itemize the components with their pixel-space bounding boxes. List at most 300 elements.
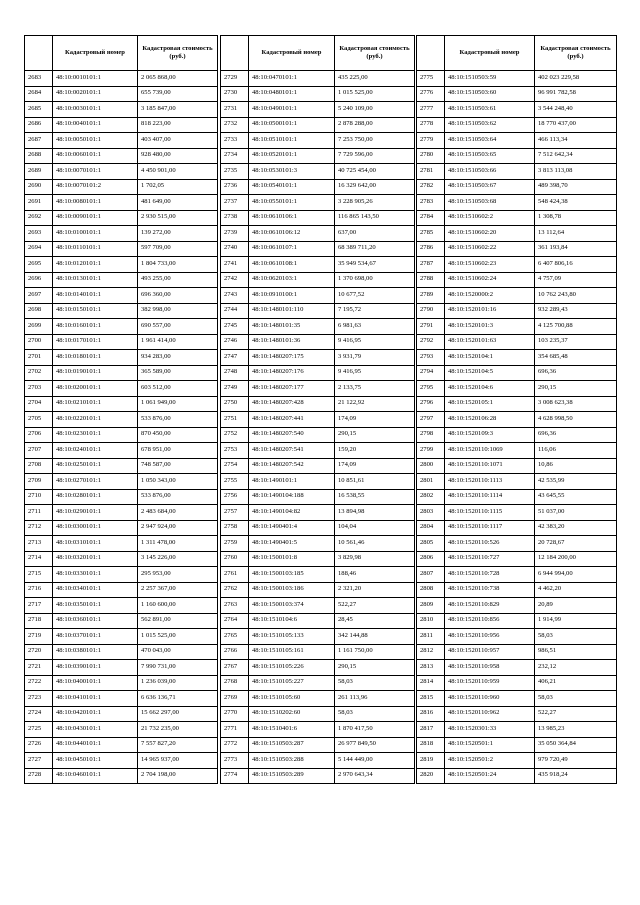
table-body	[25, 71, 218, 784]
row-number-cell: 2790	[417, 303, 445, 319]
cadastral-number-cell: 48:10:1520110:956	[445, 629, 535, 645]
cadastral-value-cell: 7 557 827,20	[138, 737, 218, 753]
cadastral-number-cell: 48:10:1520110:1117	[445, 520, 535, 536]
cadastral-value-cell: 2 947 924,00	[138, 520, 218, 536]
table-row	[221, 365, 415, 381]
row-number-cell: 2723	[25, 691, 53, 707]
table-row	[221, 536, 415, 552]
row-number-cell: 2768	[221, 675, 249, 691]
cadastral-number-cell: 48:10:0340101:1	[53, 582, 138, 598]
table-body	[221, 71, 415, 784]
row-number-cell: 2693	[25, 226, 53, 242]
cadastral-value-cell: 435 225,00	[335, 71, 415, 87]
table-row	[221, 257, 415, 273]
row-number-cell: 2792	[417, 334, 445, 350]
row-number-cell: 2785	[417, 226, 445, 242]
table-row	[417, 722, 617, 738]
cadastral-number-cell: 48:10:1520000:2	[445, 288, 535, 304]
row-number-cell: 2719	[25, 629, 53, 645]
row-number-cell: 2766	[221, 644, 249, 660]
cadastral-number-cell: 48:10:1510503:68	[445, 195, 535, 211]
table-row	[221, 613, 415, 629]
header-cadastral-value: Кадастровая стоимость (руб.)	[535, 36, 617, 71]
cadastral-table-3	[416, 35, 617, 784]
cadastral-value-cell: 10 561,46	[335, 536, 415, 552]
cadastral-number-cell: 48:10:1520110:856	[445, 613, 535, 629]
table-row	[221, 660, 415, 676]
table-row	[221, 303, 415, 319]
cadastral-number-cell: 48:10:1520110:526	[445, 536, 535, 552]
cadastral-value-cell: 58,03	[535, 629, 617, 645]
cadastral-number-cell: 48:10:1520110:728	[445, 567, 535, 583]
table-row	[25, 241, 218, 257]
table-row	[25, 520, 218, 536]
cadastral-value-cell: 470 043,00	[138, 644, 218, 660]
cadastral-number-cell: 48:10:0190101:1	[53, 365, 138, 381]
row-number-cell: 2720	[25, 644, 53, 660]
cadastral-value-cell: 1 870 417,50	[335, 722, 415, 738]
table-row	[417, 489, 617, 505]
row-number-cell: 2791	[417, 319, 445, 335]
header-number	[221, 36, 249, 71]
cadastral-number-cell: 48:10:0210101:1	[53, 396, 138, 412]
cadastral-value-cell: 3 008 623,38	[535, 396, 617, 412]
cadastral-value-cell: 5 240 109,00	[335, 102, 415, 118]
row-number-cell: 2699	[25, 319, 53, 335]
table-row	[221, 629, 415, 645]
table-row	[221, 226, 415, 242]
cadastral-number-cell: 48:10:1480101:35	[249, 319, 335, 335]
row-number-cell: 2800	[417, 458, 445, 474]
cadastral-value-cell: 18 770 437,00	[535, 117, 617, 133]
row-number-cell: 2742	[221, 272, 249, 288]
cadastral-value-cell: 1 311 478,00	[138, 536, 218, 552]
cadastral-number-cell: 48:10:0130101:1	[53, 272, 138, 288]
cadastral-number-cell: 48:10:1520105:1	[445, 396, 535, 412]
cadastral-number-cell: 48:10:1500101:8	[249, 551, 335, 567]
row-number-cell: 2804	[417, 520, 445, 536]
row-number-cell: 2797	[417, 412, 445, 428]
table-row	[25, 737, 218, 753]
table-row	[221, 117, 415, 133]
cadastral-number-cell: 48:10:0460101:1	[53, 768, 138, 784]
cadastral-value-cell: 1 160 600,00	[138, 598, 218, 614]
cadastral-value-cell: 533 876,00	[138, 489, 218, 505]
cadastral-value-cell: 9 416,95	[335, 365, 415, 381]
row-number-cell: 2736	[221, 179, 249, 195]
cadastral-value-cell: 2 321,20	[335, 582, 415, 598]
table-row	[417, 164, 617, 180]
cadastral-number-cell: 48:10:0180101:1	[53, 350, 138, 366]
cadastral-number-cell: 48:10:1510503:66	[445, 164, 535, 180]
row-number-cell: 2796	[417, 396, 445, 412]
cadastral-value-cell: 174,09	[335, 412, 415, 428]
cadastral-number-cell: 48:10:0240101:1	[53, 443, 138, 459]
table-row	[221, 644, 415, 660]
row-number-cell: 2758	[221, 520, 249, 536]
row-number-cell: 2727	[25, 753, 53, 769]
table-row	[417, 241, 617, 257]
table-row	[221, 381, 415, 397]
cadastral-number-cell: 48:10:1480101:36	[249, 334, 335, 350]
row-number-cell: 2739	[221, 226, 249, 242]
cadastral-value-cell: 139 272,00	[138, 226, 218, 242]
table-row	[25, 443, 218, 459]
cadastral-number-cell: 48:10:0170101:1	[53, 334, 138, 350]
table-row	[417, 334, 617, 350]
cadastral-value-cell: 1 702,05	[138, 179, 218, 195]
cadastral-value-cell: 1 050 343,00	[138, 474, 218, 490]
row-number-cell: 2765	[221, 629, 249, 645]
cadastral-value-cell: 6 981,63	[335, 319, 415, 335]
cadastral-value-cell: 13 112,64	[535, 226, 617, 242]
table-row	[417, 257, 617, 273]
table-row	[417, 567, 617, 583]
table-row	[417, 536, 617, 552]
row-number-cell: 2769	[221, 691, 249, 707]
cadastral-value-cell: 493 255,00	[138, 272, 218, 288]
row-number-cell: 2809	[417, 598, 445, 614]
row-number-cell: 2779	[417, 133, 445, 149]
table-row	[25, 396, 218, 412]
row-number-cell: 2685	[25, 102, 53, 118]
cadastral-number-cell: 48:10:0110101:1	[53, 241, 138, 257]
cadastral-number-cell: 48:10:0380101:1	[53, 644, 138, 660]
table-row	[25, 133, 218, 149]
cadastral-number-cell: 48:10:1520101:63	[445, 334, 535, 350]
row-number-cell: 2692	[25, 210, 53, 226]
table-row	[417, 675, 617, 691]
table-row	[221, 102, 415, 118]
cadastral-number-cell: 48:10:0150101:1	[53, 303, 138, 319]
table-row	[221, 210, 415, 226]
cadastral-number-cell: 48:10:0040101:1	[53, 117, 138, 133]
cadastral-value-cell: 35 949 534,67	[335, 257, 415, 273]
table-row	[417, 272, 617, 288]
table-row	[25, 226, 218, 242]
cadastral-number-cell: 48:10:1510105:133	[249, 629, 335, 645]
cadastral-number-cell: 48:10:1510503:61	[445, 102, 535, 118]
cadastral-value-cell: 4 125 700,88	[535, 319, 617, 335]
cadastral-number-cell: 48:10:0610108:1	[249, 257, 335, 273]
cadastral-number-cell: 48:10:1500103:185	[249, 567, 335, 583]
row-number-cell: 2818	[417, 737, 445, 753]
table-row	[25, 551, 218, 567]
row-number-cell: 2716	[25, 582, 53, 598]
cadastral-value-cell: 103 235,37	[535, 334, 617, 350]
table-row	[25, 660, 218, 676]
cadastral-number-cell: 48:10:1510503:62	[445, 117, 535, 133]
cadastral-value-cell: 365 589,00	[138, 365, 218, 381]
table-row	[221, 489, 415, 505]
cadastral-value-cell: 342 144,88	[335, 629, 415, 645]
cadastral-number-cell: 48:10:0610106:1	[249, 210, 335, 226]
cadastral-number-cell: 48:10:1510503:287	[249, 737, 335, 753]
table-row	[221, 148, 415, 164]
cadastral-number-cell: 48:10:0430101:1	[53, 722, 138, 738]
row-number-cell: 2728	[25, 768, 53, 784]
row-number-cell: 2798	[417, 427, 445, 443]
cadastral-value-cell: 40 725 454,00	[335, 164, 415, 180]
cadastral-number-cell: 48:10:1520109:3	[445, 427, 535, 443]
table-row	[221, 582, 415, 598]
table-row	[25, 195, 218, 211]
cadastral-number-cell: 48:10:0490101:1	[249, 102, 335, 118]
table-row	[417, 582, 617, 598]
row-number-cell: 2781	[417, 164, 445, 180]
row-number-cell: 2705	[25, 412, 53, 428]
row-number-cell: 2754	[221, 458, 249, 474]
table-row	[221, 598, 415, 614]
row-number-cell: 2701	[25, 350, 53, 366]
cadastral-value-cell: 4 450 901,00	[138, 164, 218, 180]
row-number-cell: 2788	[417, 272, 445, 288]
cadastral-value-cell: 26 977 849,50	[335, 737, 415, 753]
cadastral-number-cell: 48:10:1480207:541	[249, 443, 335, 459]
row-number-cell: 2771	[221, 722, 249, 738]
row-number-cell: 2743	[221, 288, 249, 304]
table-row	[25, 117, 218, 133]
row-number-cell: 2729	[221, 71, 249, 87]
cadastral-value-cell: 1 308,78	[535, 210, 617, 226]
table-row	[221, 443, 415, 459]
cadastral-number-cell: 48:10:1520104:6	[445, 381, 535, 397]
cadastral-number-cell: 48:10:0020101:1	[53, 86, 138, 102]
cadastral-number-cell: 48:10:0330101:1	[53, 567, 138, 583]
row-number-cell: 2709	[25, 474, 53, 490]
row-number-cell: 2784	[417, 210, 445, 226]
cadastral-number-cell: 48:10:0350101:1	[53, 598, 138, 614]
row-number-cell: 2810	[417, 613, 445, 629]
header-cadastral-value: Кадастровая стоимость (руб.)	[138, 36, 218, 71]
table-row	[221, 722, 415, 738]
cadastral-number-cell: 48:10:1510503:60	[445, 86, 535, 102]
cadastral-value-cell: 20 728,67	[535, 536, 617, 552]
table-row	[417, 195, 617, 211]
cadastral-value-cell: 934 283,00	[138, 350, 218, 366]
table-row	[417, 660, 617, 676]
cadastral-value-cell: 96 991 782,58	[535, 86, 617, 102]
row-number-cell: 2780	[417, 148, 445, 164]
row-number-cell: 2722	[25, 675, 53, 691]
cadastral-number-cell: 48:10:0510101:1	[249, 133, 335, 149]
cadastral-value-cell: 3 931,79	[335, 350, 415, 366]
table-row	[25, 567, 218, 583]
row-number-cell: 2696	[25, 272, 53, 288]
cadastral-number-cell: 48:10:0270101:1	[53, 474, 138, 490]
cadastral-number-cell: 48:10:1490401:5	[249, 536, 335, 552]
row-number-cell: 2774	[221, 768, 249, 784]
row-number-cell: 2759	[221, 536, 249, 552]
table-row	[25, 474, 218, 490]
table-row	[417, 210, 617, 226]
row-number-cell: 2799	[417, 443, 445, 459]
cadastral-value-cell: 1 961 414,00	[138, 334, 218, 350]
cadastral-value-cell: 1 914,99	[535, 613, 617, 629]
cadastral-value-cell: 43 645,55	[535, 489, 617, 505]
cadastral-number-cell: 48:10:1500103:186	[249, 582, 335, 598]
cadastral-number-cell: 48:10:1480207:441	[249, 412, 335, 428]
cadastral-value-cell: 10 762 243,80	[535, 288, 617, 304]
row-number-cell: 2713	[25, 536, 53, 552]
table-row	[221, 551, 415, 567]
table-row	[221, 179, 415, 195]
cadastral-number-cell: 48:10:0470101:1	[249, 71, 335, 87]
cadastral-number-cell: 48:10:1510104:6	[249, 613, 335, 629]
cadastral-value-cell: 354 685,48	[535, 350, 617, 366]
table-header-row	[221, 36, 415, 71]
row-number-cell: 2698	[25, 303, 53, 319]
cadastral-number-cell: 48:10:1510105:60	[249, 691, 335, 707]
cadastral-number-cell: 48:10:1520110:1069	[445, 443, 535, 459]
table-row	[417, 691, 617, 707]
row-number-cell: 2711	[25, 505, 53, 521]
cadastral-number-cell: 48:10:0050101:1	[53, 133, 138, 149]
header-cadastral-number: Кадастровый номер	[53, 36, 138, 71]
cadastral-number-cell: 48:10:1500103:374	[249, 598, 335, 614]
row-number-cell: 2807	[417, 567, 445, 583]
cadastral-value-cell: 522,27	[535, 706, 617, 722]
header-cadastral-number: Кадастровый номер	[249, 36, 335, 71]
cadastral-number-cell: 48:10:1510602:23	[445, 257, 535, 273]
table-row	[221, 288, 415, 304]
table-row	[417, 427, 617, 443]
cadastral-number-cell: 48:10:0610106:12	[249, 226, 335, 242]
row-number-cell: 2813	[417, 660, 445, 676]
cadastral-number-cell: 48:10:1490104:82	[249, 505, 335, 521]
cadastral-value-cell: 116 865 143,50	[335, 210, 415, 226]
cadastral-number-cell: 48:10:1520110:1114	[445, 489, 535, 505]
cadastral-value-cell: 2 970 643,34	[335, 768, 415, 784]
cadastral-value-cell: 10 677,52	[335, 288, 415, 304]
table-row	[25, 148, 218, 164]
cadastral-number-cell: 48:10:0320101:1	[53, 551, 138, 567]
row-number-cell: 2747	[221, 350, 249, 366]
table-row	[417, 102, 617, 118]
cadastral-number-cell: 48:10:0090101:1	[53, 210, 138, 226]
cadastral-number-cell: 48:10:0400101:1	[53, 675, 138, 691]
row-number-cell: 2764	[221, 613, 249, 629]
cadastral-number-cell: 48:10:0390101:1	[53, 660, 138, 676]
row-number-cell: 2755	[221, 474, 249, 490]
cadastral-value-cell: 7 195,72	[335, 303, 415, 319]
table-body	[417, 71, 617, 784]
row-number-cell: 2761	[221, 567, 249, 583]
table-row	[221, 71, 415, 87]
table-row	[221, 164, 415, 180]
cadastral-number-cell: 48:10:0520101:1	[249, 148, 335, 164]
row-number-cell: 2750	[221, 396, 249, 412]
cadastral-number-cell: 48:10:0070101:1	[53, 164, 138, 180]
row-number-cell: 2782	[417, 179, 445, 195]
table-row	[25, 582, 218, 598]
table-row	[417, 458, 617, 474]
cadastral-number-cell: 48:10:1510503:289	[249, 768, 335, 784]
cadastral-value-cell: 261 113,96	[335, 691, 415, 707]
cadastral-number-cell: 48:10:0550101:1	[249, 195, 335, 211]
cadastral-value-cell: 3 145 226,00	[138, 551, 218, 567]
cadastral-number-cell: 48:10:1520110:1115	[445, 505, 535, 521]
cadastral-value-cell: 1 236 039,00	[138, 675, 218, 691]
row-number-cell: 2691	[25, 195, 53, 211]
row-number-cell: 2697	[25, 288, 53, 304]
table-row	[221, 350, 415, 366]
row-number-cell: 2795	[417, 381, 445, 397]
row-number-cell: 2817	[417, 722, 445, 738]
table-row	[25, 753, 218, 769]
cadastral-value-cell: 655 739,00	[138, 86, 218, 102]
row-number-cell: 2740	[221, 241, 249, 257]
cadastral-value-cell: 58,03	[335, 706, 415, 722]
header-cadastral-number: Кадастровый номер	[445, 36, 535, 71]
cadastral-value-cell: 2 257 367,00	[138, 582, 218, 598]
table-row	[221, 86, 415, 102]
cadastral-value-cell: 21 732 235,00	[138, 722, 218, 738]
table-row	[25, 272, 218, 288]
cadastral-number-cell: 48:10:0250101:1	[53, 458, 138, 474]
cadastral-number-cell: 48:10:1510202:60	[249, 706, 335, 722]
cadastral-value-cell: 1 015 525,00	[138, 629, 218, 645]
table-row	[417, 86, 617, 102]
cadastral-value-cell: 361 193,84	[535, 241, 617, 257]
table-header-row	[417, 36, 617, 71]
row-number-cell: 2775	[417, 71, 445, 87]
table-row	[417, 520, 617, 536]
cadastral-value-cell: 435 918,24	[535, 768, 617, 784]
cadastral-value-cell: 58,03	[335, 675, 415, 691]
cadastral-value-cell: 562 891,00	[138, 613, 218, 629]
cadastral-number-cell: 48:10:0420101:1	[53, 706, 138, 722]
table-row	[25, 598, 218, 614]
cadastral-number-cell: 48:10:0310101:1	[53, 536, 138, 552]
cadastral-value-cell: 6 407 806,16	[535, 257, 617, 273]
cadastral-number-cell: 48:10:0060101:1	[53, 148, 138, 164]
table-row	[417, 303, 617, 319]
table-row	[417, 319, 617, 335]
cadastral-value-cell: 382 998,00	[138, 303, 218, 319]
cadastral-value-cell: 5 144 449,00	[335, 753, 415, 769]
cadastral-value-cell: 2 065 868,00	[138, 71, 218, 87]
row-number-cell: 2717	[25, 598, 53, 614]
cadastral-number-cell: 48:10:1520501:24	[445, 768, 535, 784]
table-row	[25, 86, 218, 102]
table-row	[417, 133, 617, 149]
row-number-cell: 2687	[25, 133, 53, 149]
row-number-cell: 2805	[417, 536, 445, 552]
table-row	[417, 381, 617, 397]
table-row	[25, 458, 218, 474]
cadastral-number-cell: 48:10:1520110:829	[445, 598, 535, 614]
cadastral-value-cell: 406,21	[535, 675, 617, 691]
row-number-cell: 2724	[25, 706, 53, 722]
cadastral-value-cell: 290,15	[335, 660, 415, 676]
cadastral-number-cell: 48:10:0230101:1	[53, 427, 138, 443]
cadastral-number-cell: 48:10:1520110:738	[445, 582, 535, 598]
row-number-cell: 2735	[221, 164, 249, 180]
table-row	[221, 133, 415, 149]
cadastral-value-cell: 13 894,98	[335, 505, 415, 521]
cadastral-number-cell: 48:10:1520110:962	[445, 706, 535, 722]
row-number-cell: 2721	[25, 660, 53, 676]
cadastral-value-cell: 818 223,00	[138, 117, 218, 133]
cadastral-value-cell: 16 538,55	[335, 489, 415, 505]
table-row	[25, 319, 218, 335]
cadastral-value-cell: 290,15	[335, 427, 415, 443]
row-number-cell: 2714	[25, 551, 53, 567]
cadastral-number-cell: 48:10:0530101:3	[249, 164, 335, 180]
row-number-cell: 2793	[417, 350, 445, 366]
cadastral-value-cell: 979 720,49	[535, 753, 617, 769]
